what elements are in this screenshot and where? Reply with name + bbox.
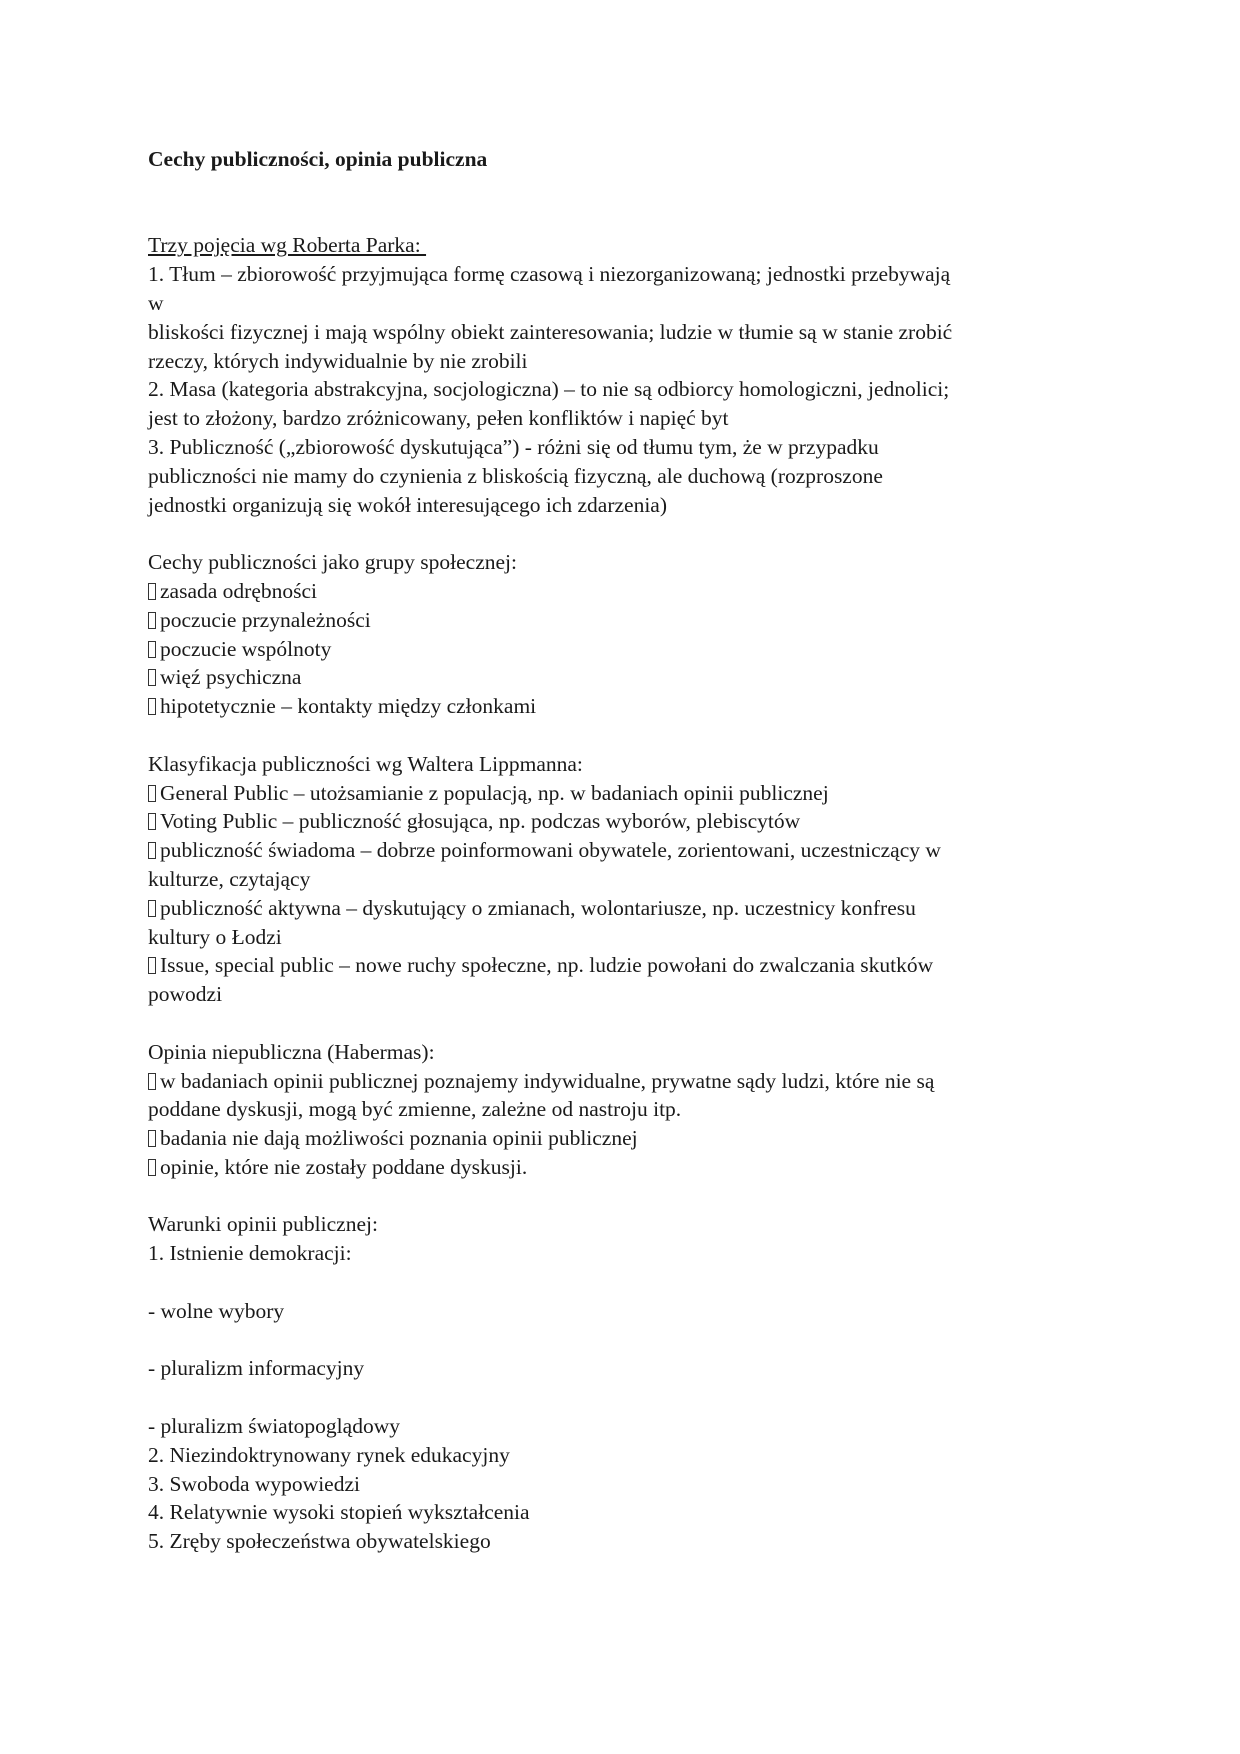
conditions-item: 4. Relatywnie wysoki stopień wykształcenia — [148, 1500, 530, 1525]
list-item — [148, 807, 1098, 836]
park-section — [148, 231, 1098, 519]
list-item-text: więź psychiczna — [160, 665, 302, 690]
park-line: bliskości fizycznej i mają wspólny obiekt zainteresowania; ludzie w tłumie są w stanie zrobić — [148, 319, 953, 344]
park-line: publiczności nie mamy do czynienia z bliskością fizyczną, ale duchową (rozproszone — [148, 463, 883, 488]
bullet-icon — [148, 785, 156, 802]
bullet-icon — [148, 842, 156, 859]
conditions-section — [148, 1210, 1098, 1556]
conditions-item: 1. Istnienie demokracji: — [148, 1241, 352, 1266]
list-item — [148, 606, 1098, 635]
list-item-continuation: kulturze, czytający — [148, 866, 311, 891]
park-line: jest to złożony, bardzo zróżnicowany, pełen konfliktów i napięć byt — [148, 406, 729, 431]
lippmann-heading: Klasyfikacja publiczności wg Waltera Lippmanna: — [148, 751, 583, 776]
list-item-text: hipotetycznie – kontakty między członkami — [160, 694, 537, 719]
list-item-text: General Public – utożsamianie z populacją, np. w badaniach opinii publicznej — [160, 780, 829, 805]
conditions-item: 5. Zręby społeczeństwa obywatelskiego — [148, 1529, 491, 1554]
bullet-icon — [148, 957, 156, 974]
list-item-continuation: poddane dyskusji, mogą być zmienne, zależne od nastroju itp. — [148, 1097, 682, 1122]
list-item-text: poczucie wspólnoty — [160, 636, 332, 661]
bullet-icon — [148, 1073, 156, 1090]
list-item-continuation: powodzi — [148, 982, 223, 1007]
list-item-text: w badaniach opinii publicznej poznajemy indywidualne, prywatne sądy ludzi, które nie są — [160, 1068, 935, 1093]
list-item-text: Voting Public – publiczność głosująca, np. podczas wyborów, plebiscytów — [160, 809, 801, 834]
document-title: Cechy publiczności, opinia publiczna — [148, 147, 488, 171]
list-item-text: poczucie przynależności — [160, 607, 371, 632]
park-line: 1. Tłum – zbiorowość przyjmująca formę czasową i niezorganizowaną; jednostki przebywają — [148, 262, 951, 287]
list-item — [148, 1153, 1098, 1182]
list-item — [148, 1124, 1098, 1153]
park-line: rzeczy, których indywidualnie by nie zrobili — [148, 348, 528, 373]
list-item — [148, 577, 1098, 606]
list-item-continuation: kultury o Łodzi — [148, 924, 282, 949]
list-item — [148, 779, 1098, 808]
list-item-text: Issue, special public – nowe ruchy społeczne, np. ludzie powołani do zwalczania skutków — [160, 953, 934, 978]
list-item — [148, 894, 1098, 923]
list-item — [148, 692, 1098, 721]
features-section — [148, 548, 1098, 721]
list-item — [148, 1067, 1098, 1096]
park-line: 3. Publiczność („zbiorowość dyskutująca”) - różni się od tłumu tym, że w przypadku — [148, 434, 879, 459]
bullet-icon — [148, 641, 156, 658]
list-item — [148, 836, 1098, 865]
park-line: jednostki organizują się wokół interesującego ich zdarzenia) — [148, 492, 667, 517]
habermas-section — [148, 1038, 1098, 1182]
list-item-text: publiczność aktywna – dyskutujący o zmianach, wolontariusze, np. uczestnicy konfresu — [160, 895, 916, 920]
document-page — [148, 145, 1098, 1556]
bullet-icon — [148, 698, 156, 715]
bullet-icon — [148, 669, 156, 686]
bullet-icon — [148, 583, 156, 600]
bullet-icon — [148, 1130, 156, 1147]
conditions-item: 2. Niezindoktrynowany rynek edukacyjny — [148, 1442, 510, 1467]
conditions-item: 3. Swoboda wypowiedzi — [148, 1471, 360, 1496]
conditions-heading: Warunki opinii publicznej: — [148, 1212, 378, 1237]
list-item-text: publiczność świadoma – dobrze poinformowani obywatele, zorientowani, uczestniczący w — [160, 838, 941, 863]
conditions-dash-item: - pluralizm światopoglądowy — [148, 1414, 400, 1439]
park-line: 2. Masa (kategoria abstrakcyjna, socjologiczna) – to nie są odbiorcy homologiczni, jednolici; — [148, 377, 950, 402]
list-item-text: badania nie dają możliwości poznania opinii publicznej — [160, 1126, 638, 1151]
bullet-icon — [148, 1159, 156, 1176]
park-line: w — [148, 290, 164, 315]
conditions-dash-item: - pluralizm informacyjny — [148, 1356, 365, 1381]
habermas-heading: Opinia niepubliczna (Habermas): — [148, 1039, 435, 1064]
list-item-text: opinie, które nie zostały poddane dyskusji. — [160, 1154, 528, 1179]
conditions-dash-item: - wolne wybory — [148, 1298, 285, 1323]
bullet-icon — [148, 813, 156, 830]
lippmann-section — [148, 750, 1098, 1009]
bullet-icon — [148, 612, 156, 629]
list-item — [148, 635, 1098, 664]
list-item — [148, 951, 1098, 980]
bullet-icon — [148, 900, 156, 917]
list-item — [148, 663, 1098, 692]
features-heading: Cechy publiczności jako grupy społecznej: — [148, 550, 517, 575]
park-heading: Trzy pojęcia wg Roberta Parka: — [148, 233, 427, 258]
list-item-text: zasada odrębności — [160, 578, 317, 603]
